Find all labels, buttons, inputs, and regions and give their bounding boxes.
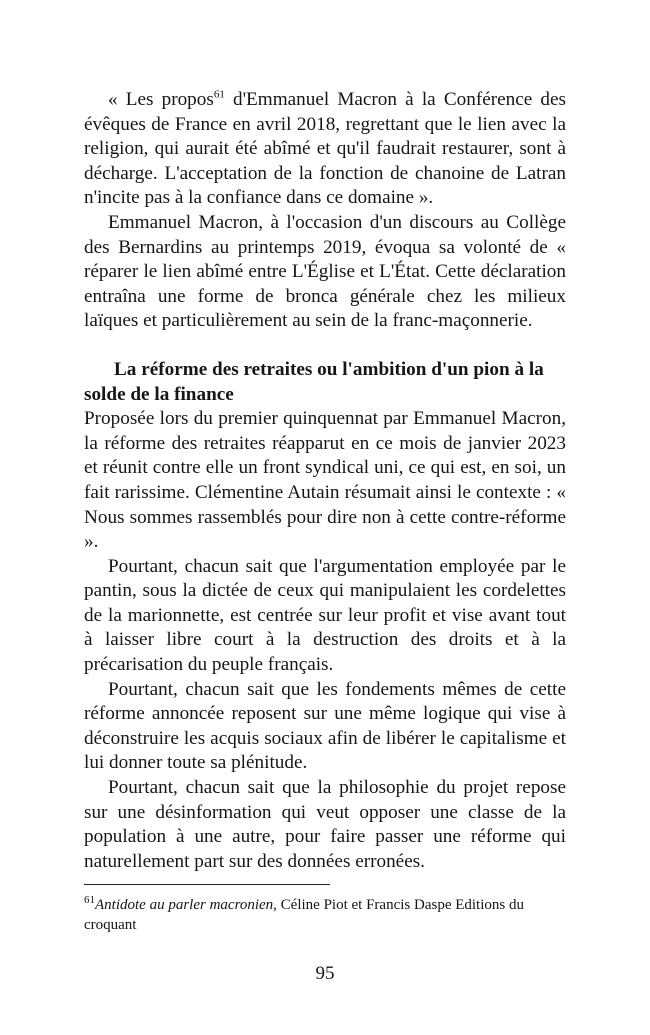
paragraph-quote [84, 88, 566, 211]
footnote-number: 61 [84, 894, 95, 906]
paragraph-quote-text-end: d'Emmanuel Macron à la Conférence des évêques de France en avril 2018, regrettant que le lien avec la religion, qui aurait été abîmé et qu'il faudrait restaurer, sont à décharge. L'acceptation de la fonction de chanoine de Latran n'incite pas à la confiance dans ce domaine ». [84, 89, 566, 209]
section-heading: La réforme des retraites ou l'ambition d'un pion à la solde de la finance [84, 358, 544, 405]
paragraph-philosophie: Pourtant, chacun sait que la philosophie du projet repose sur une désinformation qui veut opposer une classe de la population à une autre, pour faire passer une réforme qui naturellement part sur des données erronées. [84, 777, 566, 872]
footnote-book-title: Antidote au parler macronien, [95, 897, 277, 913]
page-number: 95 [315, 963, 335, 984]
footnote-details: Céline Piot et Francis Daspe Editions du croquant [84, 897, 524, 933]
paragraph-fondements: Pourtant, chacun sait que les fondements mêmes de cette réforme annoncée reposent sur une même logique qui vise à déconstruire les acquis sociaux afin de libérer le capitalisme et lui donner toute sa plénitude. [84, 678, 566, 774]
footnote [84, 895, 566, 935]
footnote-separator [84, 884, 330, 885]
paragraph-quote-text-start: « Les propos [108, 89, 214, 110]
paragraph-spacer [84, 334, 566, 358]
footnote-reference: 61 [213, 88, 225, 101]
paragraph-argumentation: Pourtant, chacun sait que l'argumentation employée par le pantin, sous la dictée de ceux qui manipulaient les cordelettes de la marionnette, est centrée sur leur profit et vise avant tout à laisser libre court à la destruction des droits et à la précarisation du peuple français. [84, 555, 566, 676]
paragraph-bernardins: Emmanuel Macron, à l'occasion d'un discours au Collège des Bernardins au printemps 2019, évoqua sa volonté de « réparer le lien abîmé entre L'Église et L'État. Cette déclaration entraîna une forme de bronca générale chez les milieux laïques et particulièrement au sein de la franc-maçonnerie. [84, 211, 566, 332]
paragraph-proposal: Proposée lors du premier quinquennat par Emmanuel Macron, la réforme des retraites réapparut en ce mois de janvier 2023 et réunit contre elle un front syndical uni, ce qui est, en soi, un fait rarissime. Clémentine Autain résumait ainsi le contexte : « Nous sommes rassemblés pour dire non à cette contre-réforme ». [84, 408, 566, 553]
page-body [84, 88, 566, 874]
